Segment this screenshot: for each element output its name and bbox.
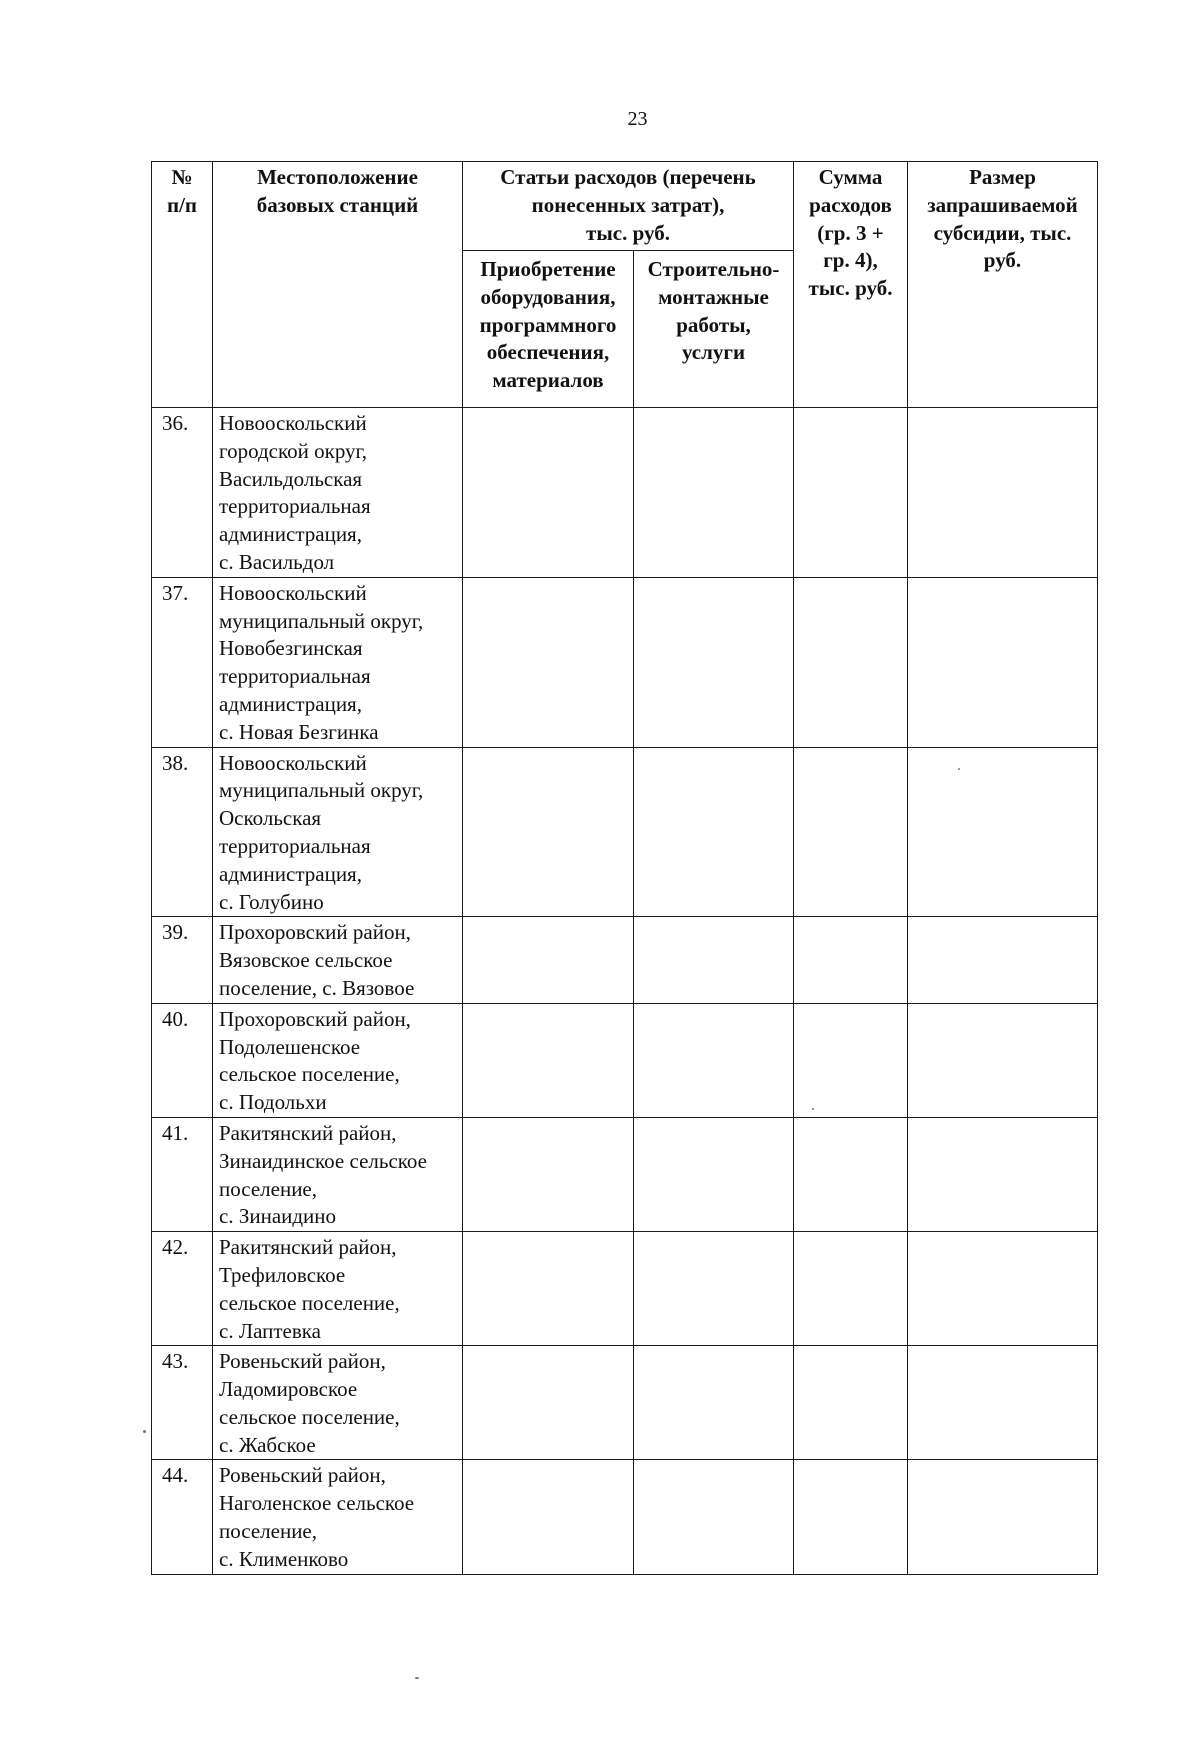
table-row	[152, 1117, 1098, 1231]
location-line: с. Подольхи	[219, 1090, 327, 1115]
row-number: 37.	[152, 577, 213, 747]
cell-construction	[634, 1460, 794, 1574]
cell-equipment	[463, 917, 634, 1003]
location-line: Ровеньский район,	[219, 1349, 386, 1374]
location-line: Ракитянский район,	[219, 1235, 397, 1260]
location-line: Ракитянский район,	[219, 1120, 397, 1145]
location-line: сельское поселение,	[219, 1404, 400, 1429]
cell-sum	[794, 1346, 908, 1460]
location-line: Ладомировское	[219, 1377, 358, 1402]
cell-equipment	[463, 577, 634, 747]
location-line: Ровеньский район,	[219, 1463, 386, 1488]
location-line: поселение,	[219, 1519, 318, 1544]
table-body	[152, 408, 1098, 1575]
row-location	[213, 1232, 463, 1346]
cell-sum	[794, 917, 908, 1003]
row-location	[213, 1117, 463, 1231]
cell-equipment	[463, 1460, 634, 1574]
location-line: администрация,	[219, 691, 362, 716]
location-line: Васильдольская	[219, 466, 363, 491]
table-row	[152, 747, 1098, 917]
cell-equipment	[463, 1003, 634, 1117]
location-line: с. Васильдол	[219, 549, 335, 574]
cell-construction	[634, 577, 794, 747]
location-line: Вязовское сельское	[219, 948, 393, 973]
cell-sum	[794, 1460, 908, 1574]
cell-subsidy	[908, 1117, 1098, 1231]
row-location	[213, 1460, 463, 1574]
location-line: Оскольская	[219, 806, 322, 831]
scan-speck	[143, 1430, 146, 1433]
cell-equipment	[463, 747, 634, 917]
cell-sum	[794, 1117, 908, 1231]
header-num: № п/п	[152, 162, 213, 408]
location-line: муниципальный округ,	[219, 608, 424, 633]
cell-subsidy	[908, 1346, 1098, 1460]
location-line: Прохоровский район,	[219, 1006, 411, 1031]
scan-speck	[958, 768, 960, 770]
table-row	[152, 1003, 1098, 1117]
row-number: 44.	[152, 1460, 213, 1574]
location-line: Наголенское сельское	[219, 1491, 415, 1516]
cell-subsidy	[908, 1460, 1098, 1574]
table-header	[152, 162, 1098, 408]
page-number: 23	[627, 108, 648, 130]
row-number: 42.	[152, 1232, 213, 1346]
location-line: территориальная	[219, 494, 371, 519]
cell-construction	[634, 1232, 794, 1346]
location-line: с. Клименково	[219, 1546, 349, 1571]
table-row	[152, 408, 1098, 578]
cell-construction	[634, 917, 794, 1003]
row-location	[213, 1346, 463, 1460]
cell-subsidy	[908, 1003, 1098, 1117]
header-construction: Строительно- монтажные работы, услуги	[634, 251, 794, 408]
cell-sum	[794, 1003, 908, 1117]
cell-equipment	[463, 1346, 634, 1460]
cell-subsidy	[908, 577, 1098, 747]
base-stations-table	[151, 161, 1098, 1575]
location-line: сельское поселение,	[219, 1062, 400, 1087]
cell-construction	[634, 408, 794, 578]
cell-construction	[634, 1003, 794, 1117]
location-line: поселение,	[219, 1176, 318, 1201]
cell-subsidy	[908, 917, 1098, 1003]
cell-sum	[794, 408, 908, 578]
location-line: сельское поселение,	[219, 1290, 400, 1315]
location-line: с. Голубино	[219, 889, 324, 914]
header-expenses: Статьи расходов (перечень понесенных затрат), тыс. руб.	[463, 162, 794, 251]
location-line: Прохоровский район,	[219, 920, 411, 945]
table-row	[152, 1232, 1098, 1346]
location-line: с. Жабское	[219, 1432, 316, 1457]
location-line: территориальная	[219, 833, 371, 858]
header-location: Местоположение базовых станций	[213, 162, 463, 408]
table-row	[152, 1346, 1098, 1460]
location-line: Зинаидинское сельское	[219, 1148, 427, 1173]
row-number: 40.	[152, 1003, 213, 1117]
table-row	[152, 917, 1098, 1003]
cell-construction	[634, 1346, 794, 1460]
scan-speck	[812, 1108, 814, 1110]
row-number: 38.	[152, 747, 213, 917]
row-number: 36.	[152, 408, 213, 578]
cell-sum	[794, 747, 908, 917]
cell-subsidy	[908, 747, 1098, 917]
cell-subsidy	[908, 408, 1098, 578]
location-line: территориальная	[219, 664, 371, 689]
row-number: 43.	[152, 1346, 213, 1460]
location-line: Новооскольский	[219, 411, 367, 435]
cell-construction	[634, 747, 794, 917]
location-line: администрация,	[219, 522, 362, 547]
table-row	[152, 577, 1098, 747]
table-row	[152, 1460, 1098, 1574]
location-line: городской округ,	[219, 438, 368, 463]
cell-sum	[794, 1232, 908, 1346]
row-location	[213, 747, 463, 917]
row-location	[213, 408, 463, 578]
location-line: Новобезгинская	[219, 636, 363, 661]
location-line: Новооскольский	[219, 580, 367, 605]
cell-subsidy	[908, 1232, 1098, 1346]
scan-speck	[415, 1677, 419, 1679]
row-number: 39.	[152, 917, 213, 1003]
location-line: с. Лаптевка	[219, 1318, 321, 1343]
location-line: поселение, с. Вязовое	[219, 975, 415, 1000]
location-line: Трефиловское	[219, 1262, 346, 1287]
location-line: муниципальный округ,	[219, 778, 424, 803]
header-sum: Сумма расходов (гр. 3 + гр. 4), тыс. руб.	[794, 162, 908, 408]
location-line: Новооскольский	[219, 750, 367, 775]
location-line: администрация,	[219, 861, 362, 886]
header-equipment: Приобретение оборудования, программного обеспечения, материалов	[463, 251, 634, 408]
row-location	[213, 1003, 463, 1117]
location-line: с. Новая Безгинка	[219, 719, 379, 744]
row-number: 41.	[152, 1117, 213, 1231]
cell-equipment	[463, 1232, 634, 1346]
cell-construction	[634, 1117, 794, 1231]
cell-sum	[794, 577, 908, 747]
header-subsidy: Размер запрашиваемой субсидии, тыс. руб.	[908, 162, 1098, 408]
location-line: с. Зинаидино	[219, 1204, 337, 1229]
cell-equipment	[463, 408, 634, 578]
cell-equipment	[463, 1117, 634, 1231]
location-line: Подолешенское	[219, 1034, 361, 1059]
row-location	[213, 917, 463, 1003]
row-location	[213, 577, 463, 747]
